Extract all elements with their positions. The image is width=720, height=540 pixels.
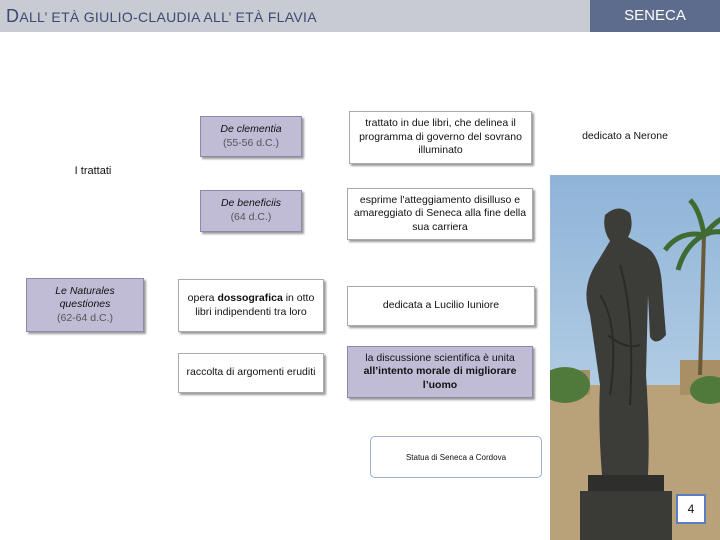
- de-beneficiis-description: esprime l'atteggiamento disilluso e amareggiato di Seneca alla fine della sua carriera: [347, 188, 533, 240]
- naturales-description-1: [178, 279, 324, 332]
- naturales-name: Le Naturales questiones: [55, 284, 115, 311]
- slide-title: [6, 6, 317, 27]
- naturales-description-2: raccolta di argomenti eruditi: [178, 353, 324, 393]
- de-clementia-name: De clementia: [220, 122, 282, 135]
- de-clementia-date: (55-56 d.C.): [222, 136, 280, 149]
- de-beneficiis-name: De beneficiis: [220, 197, 282, 210]
- de-beneficiis-box: [200, 190, 302, 232]
- naturales-description-3: [347, 346, 533, 398]
- naturales-date: (62-64 d.C.): [56, 311, 114, 324]
- naturales-dedication: dedicata a Lucilio Iuniore: [347, 286, 535, 326]
- title-lead-letter: D: [6, 6, 20, 26]
- author-name: SENECA: [624, 7, 686, 24]
- de-clementia-dedication: dedicato a Nerone: [582, 130, 668, 143]
- naturales-desc1-text: opera dossografica in otto libri indipendenti tra loro: [187, 291, 315, 318]
- naturales-desc3-text: la discussione scientifica è unita all’intento morale di migliorare l’uomo: [363, 351, 517, 391]
- root-label: I trattati: [74, 164, 112, 177]
- de-clementia-description: trattato in due libri, che delinea il programma di governo del sovrano illuminato: [349, 111, 532, 164]
- title-rest: ALL’ ETÀ GIULIO-CLAUDIA ALL’ ETÀ FLAVIA: [19, 9, 317, 25]
- naturales-box: [26, 278, 144, 332]
- de-beneficiis-date: (64 d.C.): [230, 211, 272, 223]
- de-clementia-box: [200, 116, 302, 157]
- page-number: 4: [676, 494, 706, 524]
- statue-illustration: [550, 175, 720, 540]
- statue-photo: [550, 175, 720, 540]
- figure-caption: Statua di Seneca a Cordova: [370, 436, 542, 478]
